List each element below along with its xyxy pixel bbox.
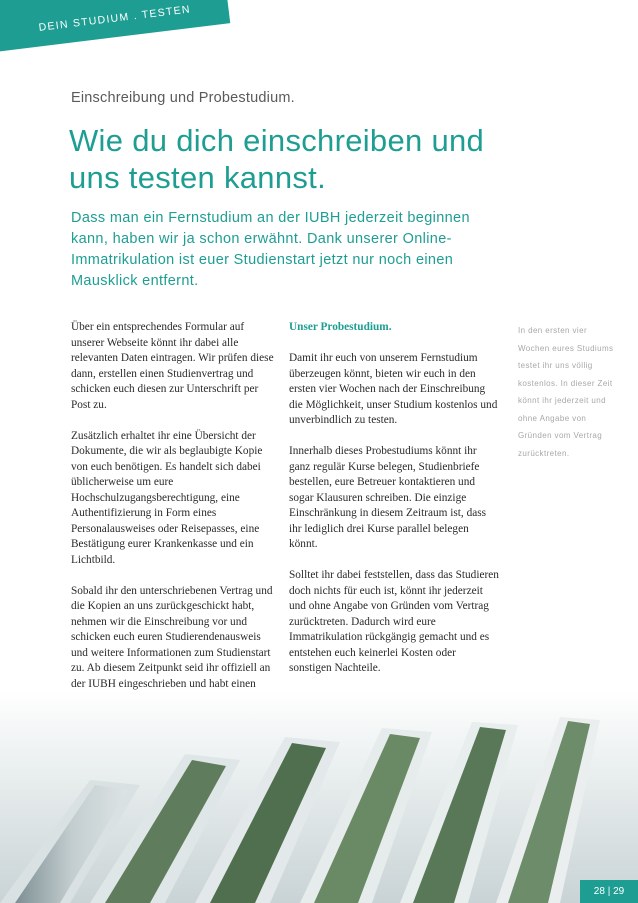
paragraph: Damit ihr euch von unserem Fernstudium überzeugen könnt, bieten wir euch in den ersten vier Wochen nach der Einschreibung die Möglichkeit, unser Studium kostenlos und unverbindlich zu testen. (289, 352, 498, 426)
text-column-middle (289, 320, 499, 739)
paragraph: Solltet ihr dabei feststellen, dass das Studieren doch nichts für euch ist, könnt ihr jederzeit und ohne Angabe von Gründen vom Vertrag zurücktreten. Dadurch wird eure Immatrikulation rückgängig gemacht und es entstehen euch keinerlei Kosten oder sonstigen Nachteile. (289, 569, 499, 674)
article-title: Wie du dich einschreiben und uns testen kannst. (69, 123, 485, 195)
stacked-papers-photo (0, 690, 638, 903)
section-banner (0, 0, 230, 51)
paragraph: Über ein entsprechendes Formular auf unserer Webseite könnt ihr dabei alle relevanten Daten eintragen. Wir prüfen diese dann, erstellen einen Studienvertrag und schicken euch diesen zur Unterschrift per Post zu. (71, 321, 274, 411)
column-heading: Unser Probestudium. (289, 321, 392, 333)
article-lead: Dass man ein Fernstudium an der IUBH jederzeit beginnen kann, haben wir ja schon erwähnt. Dank unserer Online-Immatrikulation ist euer Studienstart jetzt nur noch einen Mausklick entfernt. (71, 210, 470, 289)
section-label: DEIN STUDIUM . TESTEN (38, 3, 192, 34)
paragraph: Innerhalb dieses Probestudiums könnt ihr ganz regulär Kurse belegen, Studienbriefe bestellen, eure Betreuer kontaktieren und sogar Klausuren schreiben. Die einzige Einschränkung in diesem Zeitraum ist, dass ihr lediglich drei Kurse parallel belegen könnt. (289, 445, 487, 550)
paragraph: Zusätzlich erhaltet ihr eine Übersicht der Dokumente, die wir als beglaubigte Kopie von euch benötigen. Es handelt sich dabei üblicherweise um eure Hochschulzugangsberechtigung, eine Authentifizierung in Form eines Personalausweises oder Reisepasses, eine Bestätigung eurer Krankenkasse und ein Lichtbild. (71, 429, 263, 566)
paragraph: Sobald ihr den unterschriebenen Vertrag und die Kopien an uns zurückgeschickt habt, nehmen wir die Einschreibung vor und schicken euch euren Studierendenausweis und weitere Informationen zum Studienstart zu. Ab diesem Zeitpunkt seid ihr offiziell an der IUBH eingeschrieben und habt einen (71, 584, 273, 690)
article-subtitle: Einschreibung und Probestudium. (71, 90, 295, 106)
sidenote: In den ersten vier Wochen eures Studiums testet ihr uns völlig kostenlos. In dieser Zeit könnt ihr jederzeit und ohne Angabe von Gründen vom Vertrag zurücktreten. (518, 326, 614, 458)
page-numbers: 28 | 29 (580, 880, 638, 903)
